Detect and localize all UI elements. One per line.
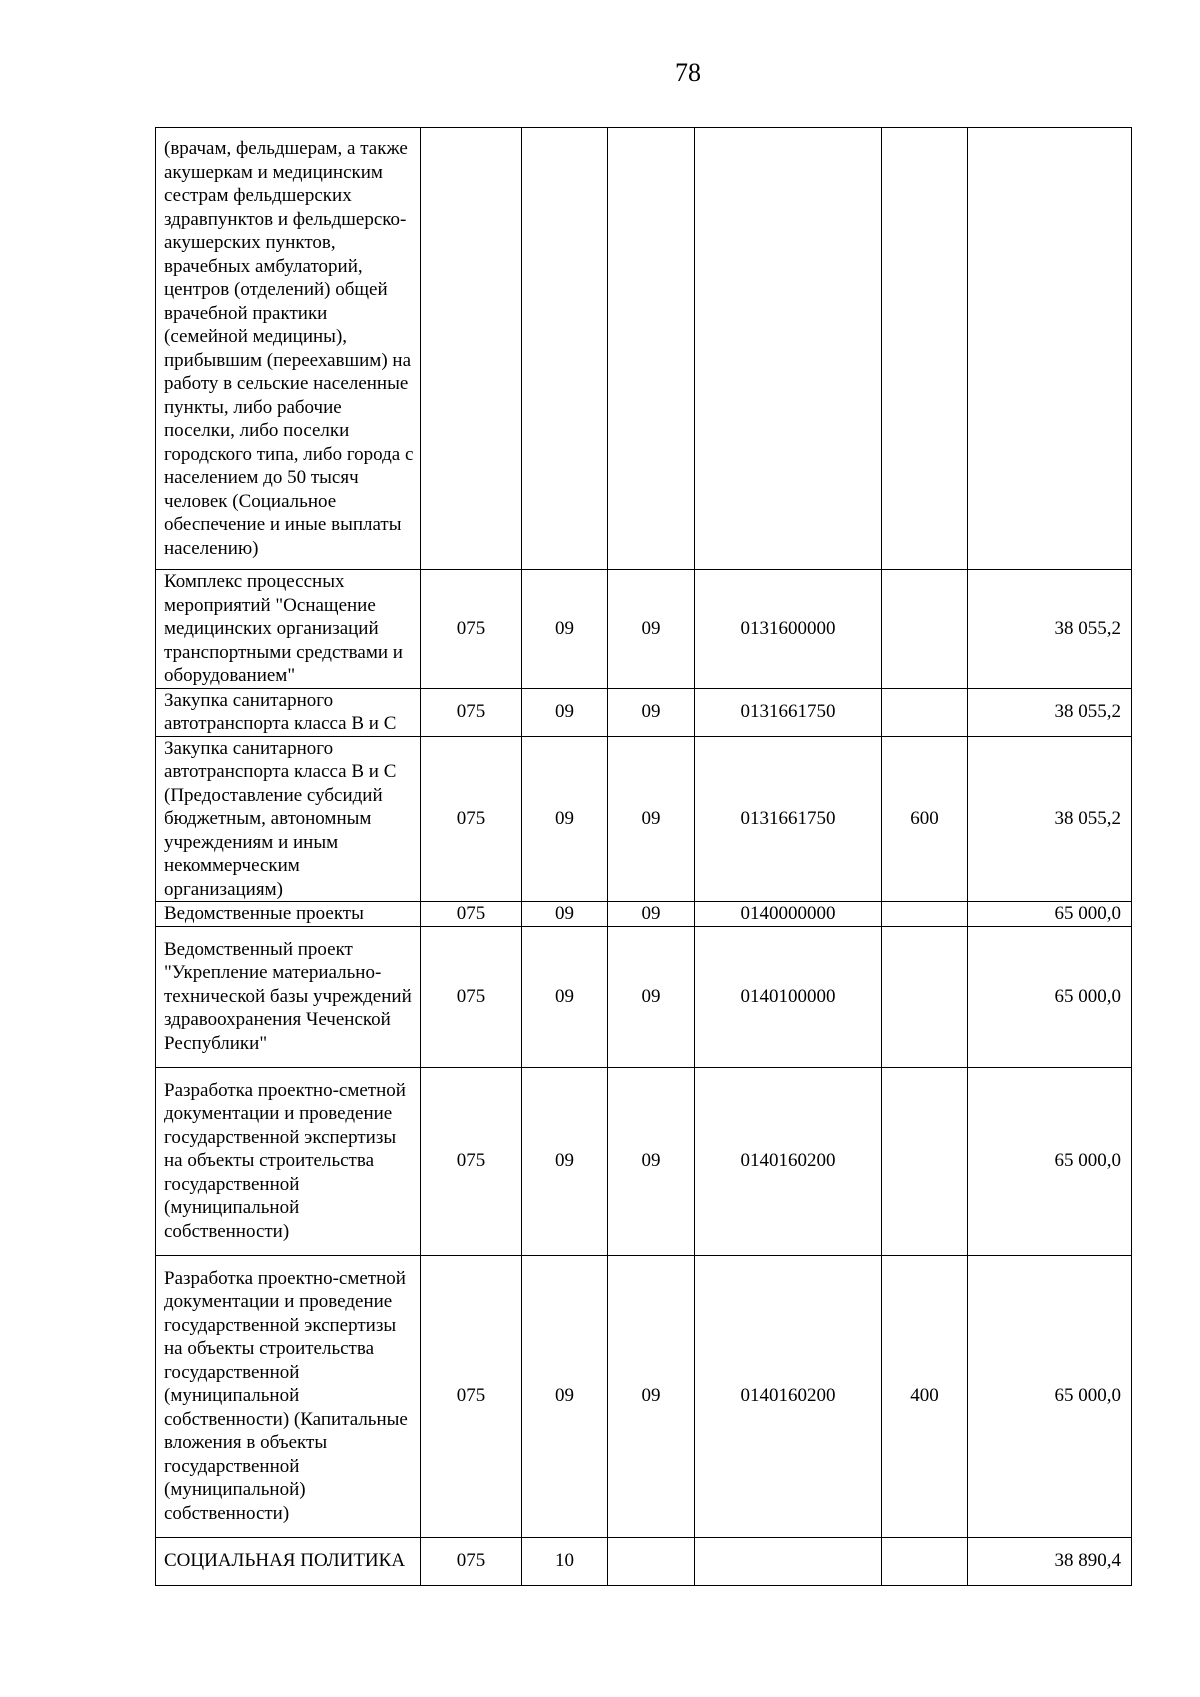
row-amount: 38 055,2 <box>968 688 1132 736</box>
row-expense-type: 400 <box>882 1255 968 1537</box>
row-section: 09 <box>522 1067 608 1255</box>
row-target: 0131600000 <box>695 570 882 689</box>
row-name: Ведомственные проекты <box>156 902 421 927</box>
row-target: 0140100000 <box>695 926 882 1067</box>
row-subsection: 09 <box>608 570 695 689</box>
table-row <box>156 926 1132 1067</box>
row-subsection: 09 <box>608 926 695 1067</box>
row-ministry: 075 <box>421 1537 522 1585</box>
row-subsection: 09 <box>608 902 695 927</box>
row-section: 09 <box>522 1255 608 1537</box>
table-row <box>156 1537 1132 1585</box>
row-expense-type <box>882 570 968 689</box>
row-target: 0131661750 <box>695 736 882 902</box>
row-expense-type <box>882 688 968 736</box>
row-expense-type <box>882 128 968 570</box>
row-expense-type <box>882 1537 968 1585</box>
row-amount <box>968 128 1132 570</box>
row-ministry: 075 <box>421 1067 522 1255</box>
table-row <box>156 902 1132 927</box>
row-name: (врачам, фельдшерам, а также акушеркам и медицинским сестрам фельдшерских здравпунктов и фельдшерско-акушерских пунктов, врачебных амбулаторий, центров (отделений) общей врачебной практики (семейной медицины), прибывшим (переехавшим) на работу в сельские населенные пункты, либо рабочие поселки, либо поселки городского типа, либо города с населением до 50 тысяч человек (Социальное обеспечение и иные выплаты населению) <box>156 128 421 570</box>
table-row <box>156 736 1132 902</box>
row-target: 0140160200 <box>695 1067 882 1255</box>
row-section: 09 <box>522 736 608 902</box>
row-name: Закупка санитарного автотранспорта класса В и С <box>156 688 421 736</box>
row-target: 0140160200 <box>695 1255 882 1537</box>
row-section <box>522 128 608 570</box>
budget-table <box>155 127 1132 1586</box>
row-name: Разработка проектно-сметной документации и проведение государственной экспертизы на объекты строительства государственной (муниципальной собственности) <box>156 1067 421 1255</box>
row-expense-type <box>882 926 968 1067</box>
row-ministry: 075 <box>421 736 522 902</box>
row-target: 0131661750 <box>695 688 882 736</box>
table-row <box>156 570 1132 689</box>
row-ministry: 075 <box>421 688 522 736</box>
row-amount: 65 000,0 <box>968 926 1132 1067</box>
row-section: 09 <box>522 902 608 927</box>
row-amount: 65 000,0 <box>968 902 1132 927</box>
row-target: 0140000000 <box>695 902 882 927</box>
row-subsection: 09 <box>608 688 695 736</box>
page-number: 78 <box>675 58 701 87</box>
row-ministry: 075 <box>421 1255 522 1537</box>
row-name: СОЦИАЛЬНАЯ ПОЛИТИКА <box>156 1537 421 1585</box>
table-row <box>156 1255 1132 1537</box>
row-ministry: 075 <box>421 926 522 1067</box>
row-section: 09 <box>522 926 608 1067</box>
row-expense-type <box>882 1067 968 1255</box>
row-subsection: 09 <box>608 1067 695 1255</box>
row-name: Ведомственный проект "Укрепление материально-технической базы учреждений здравоохранения Чеченской Республики" <box>156 926 421 1067</box>
row-ministry: 075 <box>421 902 522 927</box>
row-amount: 38 890,4 <box>968 1537 1132 1585</box>
row-amount: 65 000,0 <box>968 1255 1132 1537</box>
row-amount: 38 055,2 <box>968 570 1132 689</box>
row-amount: 65 000,0 <box>968 1067 1132 1255</box>
row-subsection <box>608 1537 695 1585</box>
row-ministry: 075 <box>421 570 522 689</box>
table-row <box>156 128 1132 570</box>
row-expense-type: 600 <box>882 736 968 902</box>
table-row <box>156 688 1132 736</box>
row-section: 09 <box>522 688 608 736</box>
row-expense-type <box>882 902 968 927</box>
row-amount: 38 055,2 <box>968 736 1132 902</box>
row-subsection: 09 <box>608 736 695 902</box>
row-section: 10 <box>522 1537 608 1585</box>
row-name: Закупка санитарного автотранспорта класса В и С (Предоставление субсидий бюджетным, автономным учреждениям и иным некоммерческим организациям) <box>156 736 421 902</box>
row-target <box>695 1537 882 1585</box>
row-target <box>695 128 882 570</box>
row-section: 09 <box>522 570 608 689</box>
row-subsection: 09 <box>608 1255 695 1537</box>
row-name: Разработка проектно-сметной документации и проведение государственной экспертизы на объекты строительства государственной (муниципальной собственности) (Капитальные вложения в объекты государственной (муниципальной) собственности) <box>156 1255 421 1537</box>
table-row <box>156 1067 1132 1255</box>
row-name: Комплекс процессных мероприятий "Оснащение медицинских организаций транспортными средствами и оборудованием" <box>156 570 421 689</box>
row-ministry <box>421 128 522 570</box>
row-subsection <box>608 128 695 570</box>
